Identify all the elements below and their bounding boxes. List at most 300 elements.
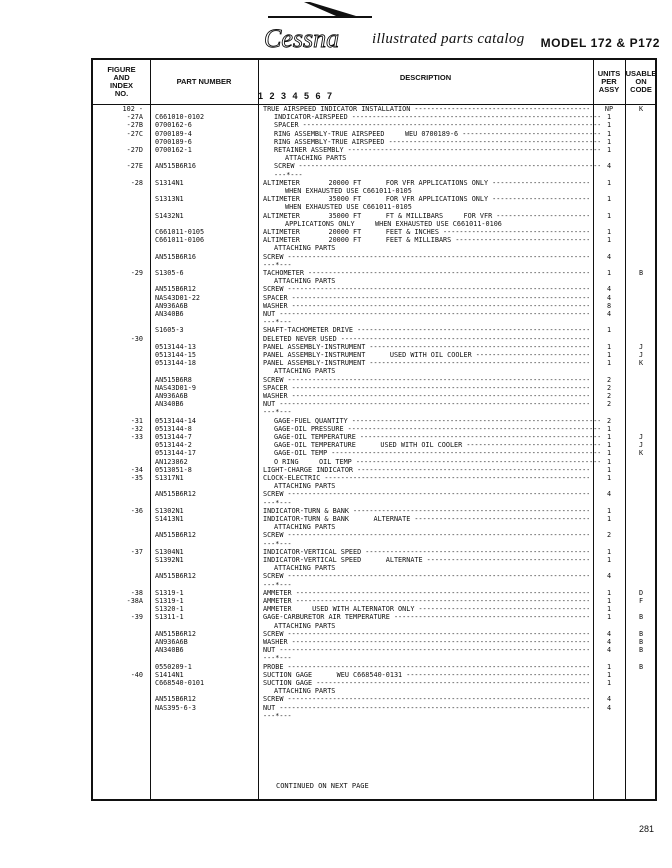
description-text: ---*--- bbox=[263, 539, 292, 548]
description-text: PROBE ----- bbox=[263, 663, 589, 671]
table-row bbox=[93, 310, 655, 318]
table-row bbox=[93, 441, 655, 449]
table-row bbox=[93, 367, 655, 375]
part-number-cell: AN936A6B bbox=[155, 638, 188, 646]
table-row bbox=[93, 212, 655, 220]
part-number-cell: 0700189-6 bbox=[155, 137, 192, 146]
description-text: LIGHT-CHARGE INDICATOR ----- bbox=[263, 466, 589, 474]
part-number-cell: 0700162-6 bbox=[155, 121, 192, 130]
part-number-cell: S1313N1 bbox=[155, 195, 184, 204]
part-number-cell: S1414N1 bbox=[155, 670, 184, 679]
description-cell bbox=[263, 433, 600, 441]
units-cell: 1 bbox=[606, 597, 612, 605]
part-number-cell: S1319-1 bbox=[155, 588, 184, 597]
table-row bbox=[93, 335, 655, 343]
units-cell: 1 bbox=[606, 588, 612, 597]
part-number-cell: AN936A6B bbox=[155, 301, 188, 310]
description-text: ALTIMETER 20000 FT FEET & INCHES ----- bbox=[263, 228, 589, 236]
usable-code-cell: J bbox=[638, 342, 644, 351]
description-text: GAGE-FUEL QUANTITY ----- bbox=[274, 417, 600, 425]
description-cell bbox=[263, 474, 589, 482]
units-cell: 1 bbox=[606, 178, 612, 187]
description-cell bbox=[263, 441, 600, 449]
description-text: RING ASSEMBLY-TRUE AIRSPEED WEU 0700189-6 ----- bbox=[274, 130, 600, 138]
description-header: DESCRIPTION bbox=[399, 73, 452, 82]
units-cell: 1 bbox=[606, 515, 612, 523]
table-row bbox=[93, 171, 655, 179]
table-row bbox=[93, 572, 655, 580]
units-cell: 1 bbox=[606, 236, 612, 245]
table-row bbox=[93, 318, 655, 326]
description-cell bbox=[263, 687, 600, 695]
description-text: WHEN EXHAUSTED USE C661011-0105 bbox=[285, 203, 412, 212]
description-text: ALTIMETER 35000 FT FOR VFR APPLICATIONS ONLY ----- bbox=[263, 195, 589, 203]
table-row bbox=[93, 638, 655, 646]
description-text: APPLICATIONS ONLY WHEN EXHAUSTED USE C661011-0106 bbox=[285, 219, 502, 228]
description-text: SUCTION GAGE WEU C668540-0131 ----- bbox=[263, 671, 589, 679]
figure-index-cell: -29 bbox=[130, 269, 143, 277]
description-text: SCREW ----- bbox=[263, 531, 589, 539]
description-cell bbox=[263, 121, 600, 129]
description-text: ---*--- bbox=[263, 498, 292, 507]
units-cell: 1 bbox=[606, 424, 612, 433]
model-title: MODEL 172 & P172 bbox=[540, 36, 660, 50]
description-cell bbox=[263, 154, 611, 162]
table-row bbox=[93, 507, 655, 515]
units-cell: 1 bbox=[606, 679, 612, 687]
description-text: WASHER ----- bbox=[263, 392, 589, 400]
table-row bbox=[93, 515, 655, 523]
units-cell: 1 bbox=[606, 121, 612, 130]
units-cell: 2 bbox=[606, 392, 612, 400]
units-cell: 4 bbox=[606, 572, 612, 581]
units-cell: 1 bbox=[606, 547, 612, 556]
figure-index-cell: -40 bbox=[130, 670, 143, 679]
description-text: ---*--- bbox=[274, 170, 303, 179]
figure-index-cell: -38A bbox=[126, 597, 143, 605]
part-number-cell: AN340B6 bbox=[155, 646, 184, 655]
table-row bbox=[93, 581, 655, 589]
table-row bbox=[93, 269, 655, 277]
indent-level-guide: 1 2 3 4 5 6 7 bbox=[258, 91, 335, 101]
description-cell bbox=[263, 302, 589, 310]
description-text: ATTACHING PARTS bbox=[274, 277, 336, 286]
table-row bbox=[93, 466, 655, 474]
description-text: AMMETER USED WITH ALTERNATOR ONLY ----- bbox=[263, 605, 589, 613]
description-cell bbox=[263, 343, 589, 351]
description-text: ---*--- bbox=[263, 318, 292, 327]
table-row bbox=[93, 384, 655, 392]
description-cell bbox=[263, 408, 589, 416]
description-cell bbox=[263, 622, 600, 630]
description-text: SCREW ----- bbox=[263, 490, 589, 498]
part-number-cell: AN515B6R12 bbox=[155, 285, 196, 294]
part-number-cell: 0513144-8 bbox=[155, 424, 192, 433]
table-row bbox=[93, 630, 655, 638]
description-text: PANEL ASSEMBLY-INSTRUMENT ----- bbox=[263, 359, 589, 367]
table-row bbox=[93, 564, 655, 572]
units-cell: 2 bbox=[606, 400, 612, 409]
description-cell bbox=[263, 564, 600, 572]
description-cell bbox=[263, 105, 589, 113]
units-cell: 4 bbox=[606, 310, 612, 318]
table-row bbox=[93, 605, 655, 613]
table-row bbox=[93, 458, 655, 466]
page-number: 281 bbox=[638, 824, 654, 834]
usable-code-cell: B bbox=[638, 646, 644, 655]
description-text: TACHOMETER ----- bbox=[263, 269, 589, 277]
table-row bbox=[93, 343, 655, 351]
units-cell: 1 bbox=[606, 670, 612, 679]
part-number-cell: 0513144-17 bbox=[155, 449, 196, 458]
table-row bbox=[93, 236, 655, 244]
part-number-cell: S1432N1 bbox=[155, 211, 184, 220]
description-text: PANEL ASSEMBLY-INSTRUMENT ----- bbox=[263, 343, 589, 351]
units-cell: 1 bbox=[606, 465, 612, 474]
units-cell: 4 bbox=[606, 695, 612, 704]
description-text: ATTACHING PARTS bbox=[274, 523, 336, 532]
table-row bbox=[93, 531, 655, 539]
description-cell bbox=[263, 318, 589, 326]
figure-index-header: FIGURE AND INDEX NO. bbox=[107, 65, 136, 98]
description-text: ---*--- bbox=[263, 580, 292, 589]
description-text: SHAFT-TACHOMETER DRIVE ----- bbox=[263, 326, 589, 334]
description-text: SPACER ----- bbox=[274, 121, 600, 129]
table-row bbox=[93, 285, 655, 293]
description-cell bbox=[263, 581, 589, 589]
description-text: WASHER ----- bbox=[263, 302, 589, 310]
figure-index-cell: -38 bbox=[130, 588, 143, 597]
units-cell: 1 bbox=[606, 211, 612, 220]
description-cell bbox=[263, 244, 600, 252]
units-cell: 1 bbox=[606, 146, 612, 154]
usable-on-code-header: USABLE ON CODE bbox=[625, 69, 657, 94]
table-row bbox=[93, 195, 655, 203]
description-cell bbox=[263, 138, 600, 146]
table-row bbox=[93, 154, 655, 162]
description-cell bbox=[263, 704, 589, 712]
description-cell bbox=[263, 589, 589, 597]
table-row bbox=[93, 138, 655, 146]
units-cell: 4 bbox=[606, 490, 612, 499]
part-number-cell: S1314N1 bbox=[155, 178, 184, 187]
table-row bbox=[93, 548, 655, 556]
table-row bbox=[93, 105, 655, 113]
units-cell: 2 bbox=[606, 383, 612, 392]
part-number-cell: C668540-0101 bbox=[155, 679, 205, 687]
table-row bbox=[93, 220, 655, 228]
part-number-cell: S1392N1 bbox=[155, 556, 184, 564]
description-text: ATTACHING PARTS bbox=[274, 367, 336, 376]
part-number-cell: AN515B6R16 bbox=[155, 162, 196, 171]
units-cell: 1 bbox=[606, 195, 612, 204]
usable-code-cell: B bbox=[638, 613, 644, 622]
table-row bbox=[93, 695, 655, 703]
description-cell bbox=[263, 220, 611, 228]
description-text: SCREW ----- bbox=[263, 253, 589, 261]
units-cell: 4 bbox=[606, 638, 612, 646]
part-number-cell: C661011-0106 bbox=[155, 236, 205, 245]
part-number-cell: NAS43D01-9 bbox=[155, 383, 196, 392]
table-row bbox=[93, 277, 655, 285]
part-number-cell: AN123862 bbox=[155, 457, 188, 466]
description-text: AMMETER ----- bbox=[263, 589, 589, 597]
table-row bbox=[93, 687, 655, 695]
table-row bbox=[93, 392, 655, 400]
description-text: RETAINER ASSEMBLY ----- bbox=[274, 146, 600, 154]
table-row bbox=[93, 556, 655, 564]
part-number-cell: 0700162-1 bbox=[155, 146, 192, 154]
description-text: ALTIMETER 20000 FT FOR VFR APPLICATIONS ONLY ----- bbox=[263, 179, 589, 187]
description-text: ATTACHING PARTS bbox=[285, 154, 347, 163]
figure-index-cell: -34 bbox=[130, 465, 143, 474]
description-text: ALTIMETER 20000 FT FEET & MILLIBARS ----- bbox=[263, 236, 589, 244]
units-cell: 1 bbox=[606, 326, 612, 335]
figure-index-cell: -27B bbox=[126, 121, 143, 130]
description-cell bbox=[263, 671, 589, 679]
part-number-cell: 0513144-7 bbox=[155, 433, 192, 441]
description-cell bbox=[263, 556, 589, 564]
description-cell bbox=[263, 654, 589, 662]
description-text: CLOCK-ELECTRIC ----- bbox=[263, 474, 589, 482]
table-row bbox=[93, 482, 655, 490]
figure-index-cell: -27D bbox=[126, 146, 143, 154]
description-cell bbox=[263, 466, 589, 474]
units-cell: 8 bbox=[606, 301, 612, 310]
parts-table bbox=[91, 58, 657, 801]
units-cell: 1 bbox=[606, 228, 612, 236]
table-row bbox=[93, 589, 655, 597]
units-cell: 1 bbox=[606, 113, 612, 122]
units-cell: 4 bbox=[606, 162, 612, 171]
table-row bbox=[93, 622, 655, 630]
description-text: GAGE-CARBURETOR AIR TEMPERATURE ----- bbox=[263, 613, 589, 621]
description-text: ---*--- bbox=[263, 408, 292, 417]
description-cell bbox=[263, 613, 589, 621]
table-row bbox=[93, 712, 655, 720]
description-cell bbox=[263, 277, 600, 285]
table-row bbox=[93, 244, 655, 252]
description-cell bbox=[263, 261, 589, 269]
part-number-cell: NAS395-6-3 bbox=[155, 703, 196, 712]
table-row bbox=[93, 704, 655, 712]
table-row bbox=[93, 654, 655, 662]
units-cell: 1 bbox=[606, 506, 612, 515]
part-number-cell: 0513144-18 bbox=[155, 359, 196, 368]
table-row bbox=[93, 253, 655, 261]
units-cell: NP bbox=[604, 105, 614, 113]
usable-code-cell: B bbox=[638, 269, 644, 277]
units-cell: 1 bbox=[606, 342, 612, 351]
description-cell bbox=[263, 367, 600, 375]
description-cell bbox=[263, 195, 589, 203]
figure-index-cell: -27C bbox=[126, 129, 143, 138]
table-row bbox=[93, 671, 655, 679]
description-text: SCREW ----- bbox=[274, 162, 600, 170]
table-row bbox=[93, 326, 655, 334]
description-text: NUT ----- bbox=[263, 400, 589, 408]
description-text: WASHER ----- bbox=[263, 638, 589, 646]
table-row bbox=[93, 679, 655, 687]
description-text: SPACER ----- bbox=[263, 384, 589, 392]
part-number-header: PART NUMBER bbox=[176, 77, 232, 86]
description-cell bbox=[263, 425, 600, 433]
figure-index-cell: -39 bbox=[130, 613, 143, 622]
description-cell bbox=[263, 130, 600, 138]
part-number-cell: S1311-1 bbox=[155, 613, 184, 622]
part-number-cell: AN515B6R8 bbox=[155, 375, 192, 384]
description-cell bbox=[263, 187, 611, 195]
table-row bbox=[93, 113, 655, 121]
usable-code-cell: F bbox=[638, 597, 644, 605]
description-text: INDICATOR-VERTICAL SPEED ALTERNATE ----- bbox=[263, 556, 589, 564]
usable-code-cell: K bbox=[638, 449, 644, 458]
units-cell: 1 bbox=[606, 662, 612, 671]
units-cell: 4 bbox=[606, 629, 612, 638]
description-text: INDICATOR-VERTICAL SPEED ----- bbox=[263, 548, 589, 556]
description-text: ATTACHING PARTS bbox=[274, 244, 336, 253]
units-cell: 1 bbox=[606, 351, 612, 359]
description-text: GAGE-OIL TEMPERATURE ----- bbox=[274, 433, 600, 441]
description-cell bbox=[263, 236, 589, 244]
description-text: RING ASSEMBLY-TRUE AIRSPEED ----- bbox=[274, 138, 600, 146]
description-cell bbox=[263, 490, 589, 498]
part-number-cell: 0513144-15 bbox=[155, 351, 196, 359]
table-row bbox=[93, 162, 655, 170]
units-per-assy-header: UNITS PER ASSY bbox=[597, 69, 621, 94]
description-text: ATTACHING PARTS bbox=[274, 687, 336, 696]
catalog-title: illustrated parts catalog bbox=[372, 31, 525, 47]
description-cell bbox=[263, 482, 600, 490]
units-cell: 4 bbox=[606, 703, 612, 712]
description-cell bbox=[263, 458, 600, 466]
part-number-cell: S1304N1 bbox=[155, 547, 184, 556]
description-cell bbox=[263, 695, 589, 703]
units-cell: 1 bbox=[606, 613, 612, 622]
figure-index-cell: -30 bbox=[130, 334, 143, 343]
description-text: SPACER ----- bbox=[263, 294, 589, 302]
part-number-cell: AN515B6R12 bbox=[155, 572, 196, 581]
table-row bbox=[93, 376, 655, 384]
description-text: SCREW ----- bbox=[263, 376, 589, 384]
description-text: SUCTION GAGE ----- bbox=[263, 679, 589, 687]
usable-code-cell: B bbox=[638, 662, 644, 671]
description-cell bbox=[263, 605, 589, 613]
table-row bbox=[93, 449, 655, 457]
figure-index-cell: -27E bbox=[126, 162, 143, 171]
table-row bbox=[93, 646, 655, 654]
table-row bbox=[93, 425, 655, 433]
table-row bbox=[93, 499, 655, 507]
table-row bbox=[93, 228, 655, 236]
description-cell bbox=[263, 523, 600, 531]
part-number-cell: C661011-0105 bbox=[155, 228, 205, 236]
part-number-cell: S1320-1 bbox=[155, 605, 184, 614]
table-row bbox=[93, 663, 655, 671]
description-cell bbox=[263, 400, 589, 408]
table-row bbox=[93, 433, 655, 441]
units-cell: 1 bbox=[606, 433, 612, 441]
figure-index-cell: -37 bbox=[130, 547, 143, 556]
description-cell bbox=[263, 310, 589, 318]
usable-code-cell: B bbox=[638, 629, 644, 638]
description-cell bbox=[263, 515, 589, 523]
description-cell bbox=[263, 359, 589, 367]
description-text: INDICATOR-TURN & BANK ALTERNATE ----- bbox=[263, 515, 589, 523]
figure-index-cell: -28 bbox=[130, 178, 143, 187]
part-number-cell: AN515B6R16 bbox=[155, 252, 196, 261]
part-number-cell: 0513144-2 bbox=[155, 441, 192, 450]
table-row bbox=[93, 130, 655, 138]
description-text: O RING OIL TEMP ----- bbox=[274, 458, 600, 466]
figure-index-cell: -33 bbox=[130, 433, 143, 441]
description-text: WHEN EXHAUSTED USE C661011-0105 bbox=[285, 187, 412, 195]
description-cell bbox=[263, 499, 589, 507]
units-cell: 1 bbox=[606, 457, 612, 466]
description-cell bbox=[263, 171, 600, 179]
description-cell bbox=[263, 253, 589, 261]
part-number-cell: 0513051-8 bbox=[155, 465, 192, 474]
units-cell: 4 bbox=[606, 293, 612, 302]
table-row bbox=[93, 417, 655, 425]
description-cell bbox=[263, 335, 589, 343]
part-number-cell: AN515B6R12 bbox=[155, 629, 196, 638]
description-cell bbox=[263, 572, 589, 580]
units-cell: 1 bbox=[606, 269, 612, 277]
table-row bbox=[93, 408, 655, 416]
units-cell: 1 bbox=[606, 556, 612, 564]
usable-code-cell: D bbox=[638, 588, 644, 597]
part-number-cell: S1305-6 bbox=[155, 269, 184, 277]
part-number-cell: S1317N1 bbox=[155, 474, 184, 482]
units-cell: 1 bbox=[606, 449, 612, 458]
usable-code-cell: J bbox=[638, 433, 644, 441]
description-cell bbox=[263, 540, 589, 548]
table-row bbox=[93, 261, 655, 269]
units-cell: 4 bbox=[606, 285, 612, 294]
description-text: INDICATOR-TURN & BANK ----- bbox=[263, 507, 589, 515]
description-cell bbox=[263, 548, 589, 556]
description-text: ---*--- bbox=[263, 711, 292, 720]
table-row bbox=[93, 187, 655, 195]
part-number-cell: NAS43D01-22 bbox=[155, 293, 201, 302]
description-text: GAGE-OIL PRESSURE ----- bbox=[274, 425, 600, 433]
part-number-cell: AN515B6R12 bbox=[155, 490, 196, 499]
description-cell bbox=[263, 162, 600, 170]
units-cell: 1 bbox=[606, 359, 612, 368]
description-cell bbox=[263, 597, 589, 605]
usable-code-cell: J bbox=[638, 351, 644, 359]
description-text: TRUE AIRSPEED INDICATOR INSTALLATION ----- bbox=[263, 105, 589, 113]
description-cell bbox=[263, 294, 589, 302]
units-cell: 1 bbox=[606, 474, 612, 482]
description-cell bbox=[263, 679, 589, 687]
figure-index-cell: -32 bbox=[130, 424, 143, 433]
description-text: ATTACHING PARTS bbox=[274, 621, 336, 630]
description-text: PANEL ASSEMBLY-INSTRUMENT USED WITH OIL COOLER ----- bbox=[263, 351, 589, 359]
table-row bbox=[93, 540, 655, 548]
description-cell bbox=[263, 351, 589, 359]
cessna-logo bbox=[258, 0, 378, 54]
table-row bbox=[93, 359, 655, 367]
description-text: NUT ----- bbox=[263, 646, 589, 654]
figure-index-cell: -31 bbox=[130, 416, 143, 425]
description-cell bbox=[263, 212, 589, 220]
description-cell bbox=[263, 384, 589, 392]
description-text: SCREW ----- bbox=[263, 630, 589, 638]
continued-note: CONTINUED ON NEXT PAGE bbox=[276, 782, 369, 790]
part-number-cell: AN515B6R12 bbox=[155, 531, 196, 540]
